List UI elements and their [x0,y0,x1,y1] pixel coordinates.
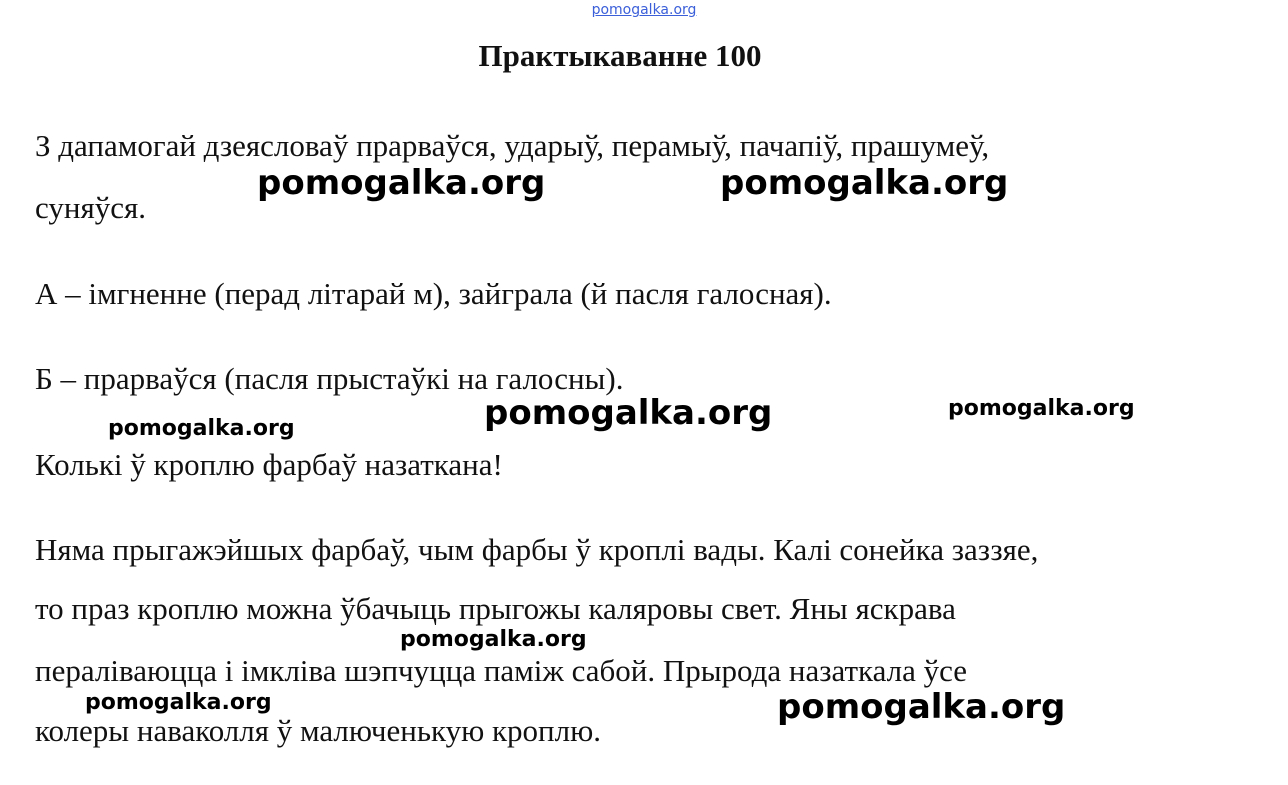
text-line-9: колеры наваколля ў малюченькую кроплю. [35,713,602,748]
page-title: Практыкаванне 100 [478,38,762,73]
watermark: pomogalka.org [257,163,546,203]
watermark: pomogalka.org [484,393,773,433]
watermark: pomogalka.org [85,690,272,715]
text-line-3: А – імгненне (перад літарай м), зайграла (й пасля галосная). [35,276,832,311]
text-line-7: то праз кроплю можна ўбачыць прыгожы каляровы свет. Яны яскрава [35,591,956,626]
text-line-4: Б – прарваўся (пасля прыстаўкі на галосны). [35,361,624,396]
watermark: pomogalka.org [108,416,295,441]
text-line-5: Колькі ў кроплю фарбаў назаткана! [35,447,503,482]
text-line-1: З дапамогай дзеясловаў прарваўся, ударыў, перамыў, пачапіў, прашумеў, [35,128,990,163]
watermark: pomogalka.org [777,687,1066,727]
text-line-6: Няма прыгажэйшых фарбаў, чым фарбы ў кроплі вады. Калі сонейка заззяе, [35,532,1039,567]
text-line-2: суняўся. [35,190,146,225]
watermark: pomogalka.org [948,396,1135,421]
site-link[interactable]: pomogalka.org [591,2,697,18]
watermark: pomogalka.org [400,627,587,652]
watermark: pomogalka.org [720,163,1009,203]
text-line-8: пераліваюцца і імкліва шэпчуцца паміж сабой. Прырода назаткала ўсе [35,653,968,688]
